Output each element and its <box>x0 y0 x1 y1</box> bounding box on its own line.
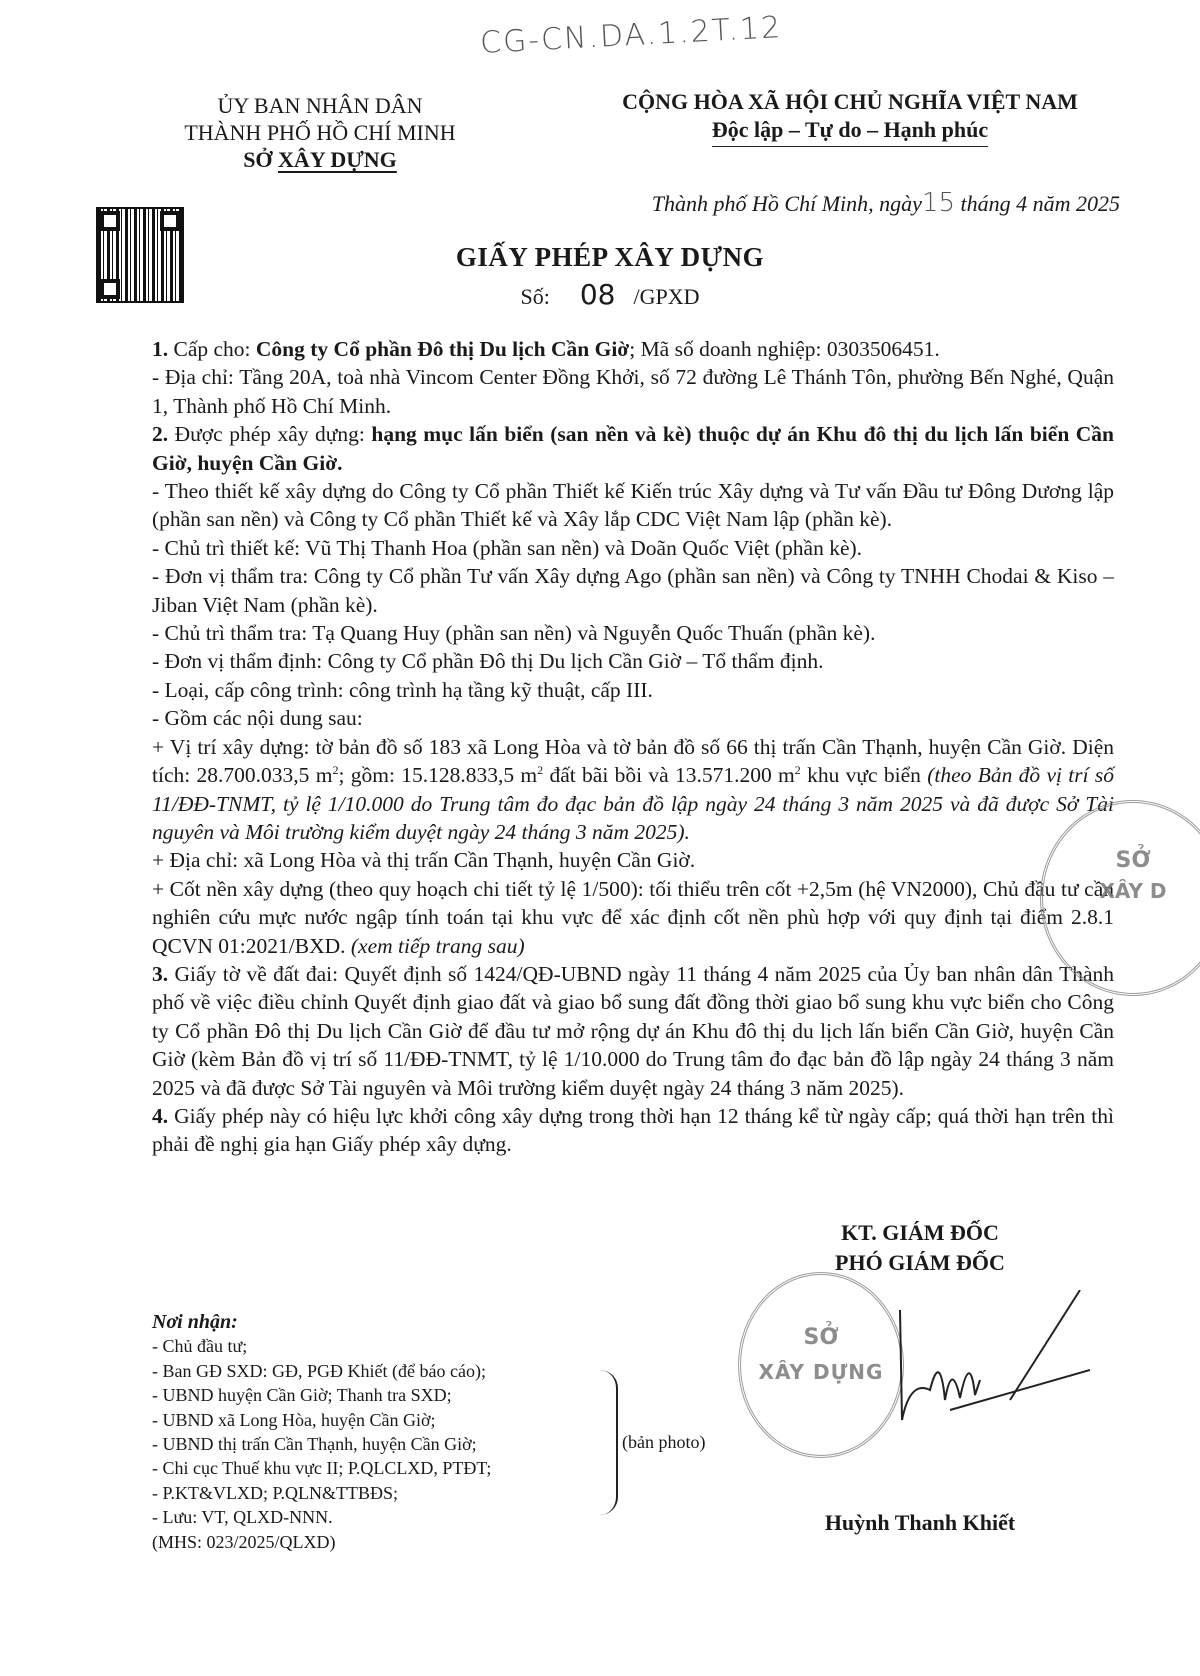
document-title: GIẤY PHÉP XÂY DỰNG <box>455 242 765 272</box>
recipient-item: - Chi cục Thuế khu vực II; P.QLCLXD, PTĐT; <box>152 1456 612 1480</box>
verifier: - Đơn vị thẩm tra: Công ty Cổ phần Tư vấn Xây dựng Ago (phần san nền) và Công ty TNHH Chodai & Kiso – Jiban Việt Nam (phần kè). <box>152 564 1114 617</box>
national-header <box>580 88 1120 147</box>
signatory-title <box>770 1218 1070 1278</box>
official-seal-icon <box>738 1272 904 1458</box>
recipient-item: - Ban GĐ SXD: GĐ, PGĐ Khiết (để báo cáo); <box>152 1359 612 1383</box>
includes: - Gồm các nội dung sau: <box>152 706 363 731</box>
design-lead: - Chủ trì thiết kế: Vũ Thị Thanh Hoa (phần san nền) và Doãn Quốc Việt (phần kè). <box>152 535 863 560</box>
document-body <box>152 335 1114 1159</box>
number-value: 08 <box>579 278 616 311</box>
section-2-scope: 2. Được phép xây dựng: hạng mục lấn biển (san nền và kè) thuộc dự án Khu đô thị du lịch lấn biển Cần Giờ, huyện Cần Giờ. <box>152 422 1114 475</box>
section-1-grantee: 1. Cấp cho: Công ty Cổ phần Đô thị Du lịch Cần Giờ; Mã số doanh nghiệp: 0303506451. <box>152 337 940 361</box>
qr-code-icon <box>96 207 184 303</box>
seal-text: SỞ <box>803 1325 839 1350</box>
number-label: Số: <box>520 284 550 309</box>
recipient-item: - UBND thị trấn Cần Thạnh, huyện Cần Giờ; <box>152 1432 612 1456</box>
design-by: - Theo thiết kế xây dựng do Công ty Cổ phần Thiết kế Kiến trúc Xây dựng và Tư vấn Đầu tư Đông Dương lập (phần san nền) và Công ty Cổ phần Thiết kế và Xây lắp CDC Việt Nam lập (phần kè). <box>152 479 1114 532</box>
country-name: CỘNG HÒA XÃ HỘI CHỦ NGHĨA VIỆT NAM <box>622 89 1078 114</box>
recipients-heading: Nơi nhận: <box>152 1311 238 1333</box>
document-number <box>300 278 920 311</box>
elevation-requirement: + Cốt nền xây dựng (theo quy hoạch chi tiết tỷ lệ 1/500): tối thiểu trên cốt +2,5m (hệ VN2000), Chủ đầu tư cần nghiên cứu mực nước ngập tính toán tại khu vực để xác định cốt nền phù hợp với quy định tại điểm 2.8.1 QCVN 01:2021/BXD. (xem tiếp trang sau) <box>152 876 1114 958</box>
issuing-authority-header <box>150 92 490 173</box>
section-3-land-documents: 3. Giấy tờ về đất đai: Quyết định số 1424/QĐ-UBND ngày 11 tháng 4 năm 2025 của Ủy ban nhân dân Thành phố về việc điều chỉnh Quyết định giao đất và giao bổ sung đất đồng thời giao bổ sung khu vực biển cho Công ty Cổ phần Đô thị Du lịch Cần Giờ để đầu tư mở rộng dự án Khu đô thị du lịch lấn biển Cần Giờ, huyện Cần Giờ (kèm Bản đồ vị trí số 11/ĐĐ-TNMT, tỷ lệ 1/10.000 do Trung tâm đo đạc bản đồ lập ngày 24 tháng 3 năm 2025 và đã được Sở Tài nguyên và Môi trường kiểm duyệt ngày 24 tháng 3 năm 2025). <box>152 961 1114 1100</box>
issue-date <box>560 188 1120 218</box>
section-4-validity: 4. Giấy phép này có hiệu lực khởi công xây dựng trong thời hạn 12 tháng kể từ ngày cấp; quá thời hạn trên thì phải đề nghị gia hạn Giấy phép xây dựng. <box>152 1103 1114 1157</box>
seal-text: XÂY DỰNG <box>758 1360 884 1384</box>
date-prefix: Thành phố Hồ Chí Minh, ngày <box>651 191 922 216</box>
department-label: XÂY DỰNG <box>278 147 397 172</box>
number-suffix: /GPXD <box>633 284 700 309</box>
date-day: 15 <box>921 188 955 218</box>
handwritten-annotation: CG-CN.DA.1.2T.12 <box>479 10 783 61</box>
department-name <box>150 146 490 173</box>
type-grade: - Loại, cấp công trình: công trình hạ tầng kỹ thuật, cấp III. <box>152 677 653 702</box>
department-prefix: SỞ <box>243 147 273 172</box>
seal-text: SỞ <box>1115 848 1151 873</box>
site-address: + Địa chỉ: xã Long Hòa và thị trấn Cần Thạnh, huyện Cần Giờ. <box>152 848 696 873</box>
verify-lead: - Chủ trì thẩm tra: Tạ Quang Huy (phần san nền) và Nguyễn Quốc Thuấn (phần kè). <box>152 621 876 646</box>
recipients-list <box>152 1310 612 1554</box>
recipient-item: - P.KT&VLXD; P.QLN&TTBĐS; <box>152 1481 612 1505</box>
appraiser: - Đơn vị thẩm định: Công ty Cổ phần Đô thị Du lịch Cần Giờ – Tổ thẩm định. <box>152 649 824 674</box>
seal-text: XÂY D <box>1099 879 1167 903</box>
recipient-item: - UBND xã Long Hòa, huyện Cần Giờ; <box>152 1408 612 1432</box>
national-motto: Độc lập – Tự do – Hạnh phúc <box>712 116 988 147</box>
construction-location: + Vị trí xây dựng: tờ bản đồ số 183 xã Long Hòa và tờ bản đồ số 66 thị trấn Cần Thạnh, huyện Cần Giờ. Diện tích: 28.700.033,5 $m^2$; gồm: 15.128.833,5 $m^2$ đất bãi bồi và 13.571.200 $m^2$ khu vực biển (theo Bản đồ vị trí số 11/ĐĐ-TNMT, tỷ lệ 1/10.000 do Trung tâm đo đạc bản đồ lập ngày 24 tháng 3 năm 2025 và đã được Sở Tài nguyên và Môi trường kiểm duyệt ngày 24 tháng 3 năm 2025). <box>152 734 1115 844</box>
signer-name: Huỳnh Thanh Khiết <box>824 1510 1016 1535</box>
authority-line-2: THÀNH PHỐ HỒ CHÍ MINH <box>184 120 456 145</box>
authority-line-1: ỦY BAN NHÂN DÂN <box>217 93 423 118</box>
file-code: (MHS: 023/2025/QLXD) <box>152 1531 336 1552</box>
brace-icon <box>596 1370 618 1515</box>
recipient-item: - UBND huyện Cần Giờ; Thanh tra SXD; <box>152 1383 612 1407</box>
date-suffix: tháng 4 năm 2025 <box>960 191 1120 216</box>
on-behalf-label: KT. GIÁM ĐỐC <box>841 1220 999 1245</box>
recipient-item: - Chủ đầu tư; <box>152 1334 612 1358</box>
photo-copy-note: (bản photo) <box>622 1432 706 1452</box>
grantee-address: - Địa chỉ: Tầng 20A, toà nhà Vincom Center Đồng Khởi, số 72 đường Lê Thánh Tôn, phường Bến Nghé, Quận 1, Thành phố Hồ Chí Minh. <box>152 365 1114 418</box>
position-label: PHÓ GIÁM ĐỐC <box>835 1250 1005 1275</box>
recipient-item: - Lưu: VT, QLXD-NNN. <box>152 1505 612 1529</box>
signature-icon <box>890 1290 1090 1440</box>
